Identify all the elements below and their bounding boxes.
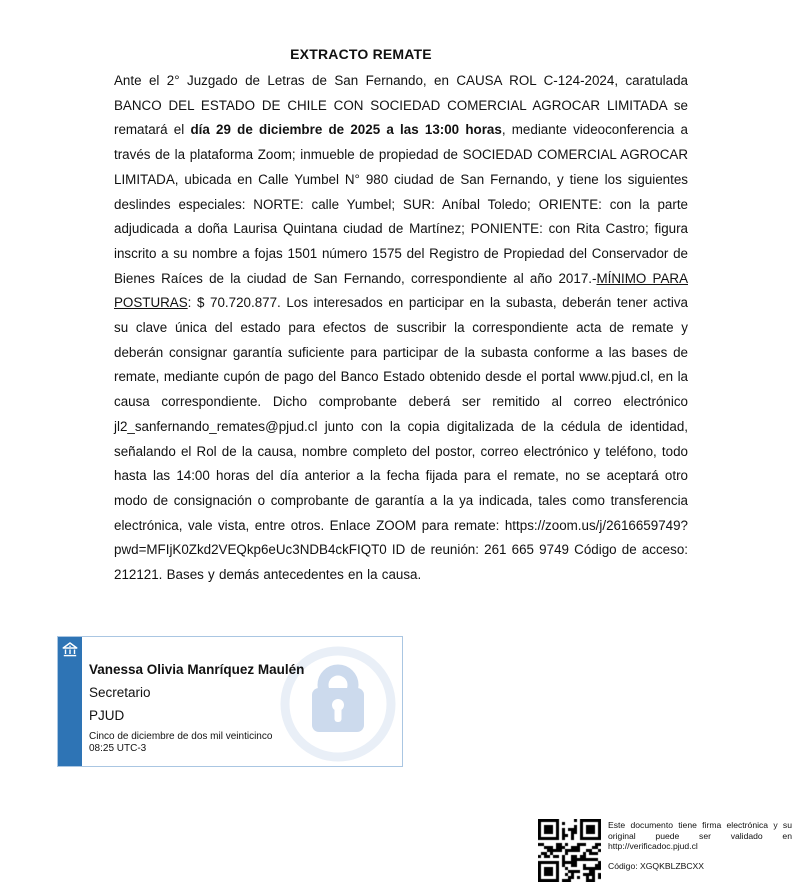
body-segment-normal: Ante el 2° Juzgado de Letras de San Fernando, en CAUSA ROL C-124-2024, caratulada BANCO DEL ESTADO DE CHILE CON SOCIEDAD COMERCIAL AGROCAR LIMITADA se rematará el [114,73,688,138]
bank-icon [61,641,79,659]
signer-role: Secretario [89,685,151,700]
verification-code: Código: XGQKBLZBCXX [608,860,705,871]
signature-text [89,658,319,755]
body-segment-normal: : $ 70.720.877. Los interesados en participar en la subasta, deberán tener activa su clave única del estado para efectos de suscribir la correspondiente acta de remate y deberán consignar garantía suficiente para participar de la subasta conforme a las bases de remate, mediante cupón de pago del Banco Estado obtenido desde el portal www.pjud.cl, en la causa correspondiente. Dicho comprobante deberá ser remitido al correo electrónico jl2_sanfernando_remates@pjud.cl junto con la copia digitalizada de la cédula de identidad, señalando el Rol de la causa, nombre completo del postor, correo electrónico y teléfono, todo hasta las 14:00 horas del día anterior a la fecha fijada para el remate, no se aceptará otro modo de consignación o comprobante de garantía a la ya indicada, tales como transferencia electrónica, vale vista, entre otros. Enlace ZOOM para remate: https://zoom.us/j/2616659749?pwd=MFIjK0Zkd2VEQkp6eUc3NDB4ckFIQT0 ID de reunión: 261 665 9749 Código de acceso: 212121. Bases y demás antecedentes en la causa. [114,295,688,583]
signature-block [57,636,403,767]
document-body [114,69,688,588]
body-segment-underline: MÍNIMO PARA POSTURAS [114,270,689,311]
signer-name: Vanessa Olivia Manríquez Maulén [89,662,305,677]
verification-text-block [608,820,792,871]
signature-date: Cinco de diciembre de dos mil veinticinco [89,731,273,742]
verification-block [538,818,792,882]
signature-sidebar [58,637,82,766]
body-segment-bold: día 29 de diciembre de 2025 a las 13:00 horas [190,122,502,138]
document-title: EXTRACTO REMATE [290,46,432,62]
verification-text: Este documento tiene firma electrónica y su original puede ser validado en http://verificadoc.pjud.cl [608,820,792,852]
signature-time: 08:25 UTC-3 [89,743,147,754]
body-segment-normal: , mediante videoconferencia a través de la plataforma Zoom; inmueble de propiedad de SOCIEDAD COMERCIAL AGROCAR LIMITADA, ubicada en Calle Yumbel N° 980 ciudad de San Fernando, y tiene los siguientes deslindes especiales: NORTE: calle Yumbel; SUR: Aníbal Toledo; ORIENTE: con la parte adjudicada a doña Laurisa Quintana ciudad de Martínez; PONIENTE: con Rita Castro; figura inscrito a su nombre a fojas 1501 número 1575 del Registro de Propiedad del Conservador de Bienes Raíces de la ciudad de San Fernando, correspondiente al año 2017.- [114,122,689,286]
qr-code [538,819,601,882]
signer-organization: PJUD [89,708,125,723]
